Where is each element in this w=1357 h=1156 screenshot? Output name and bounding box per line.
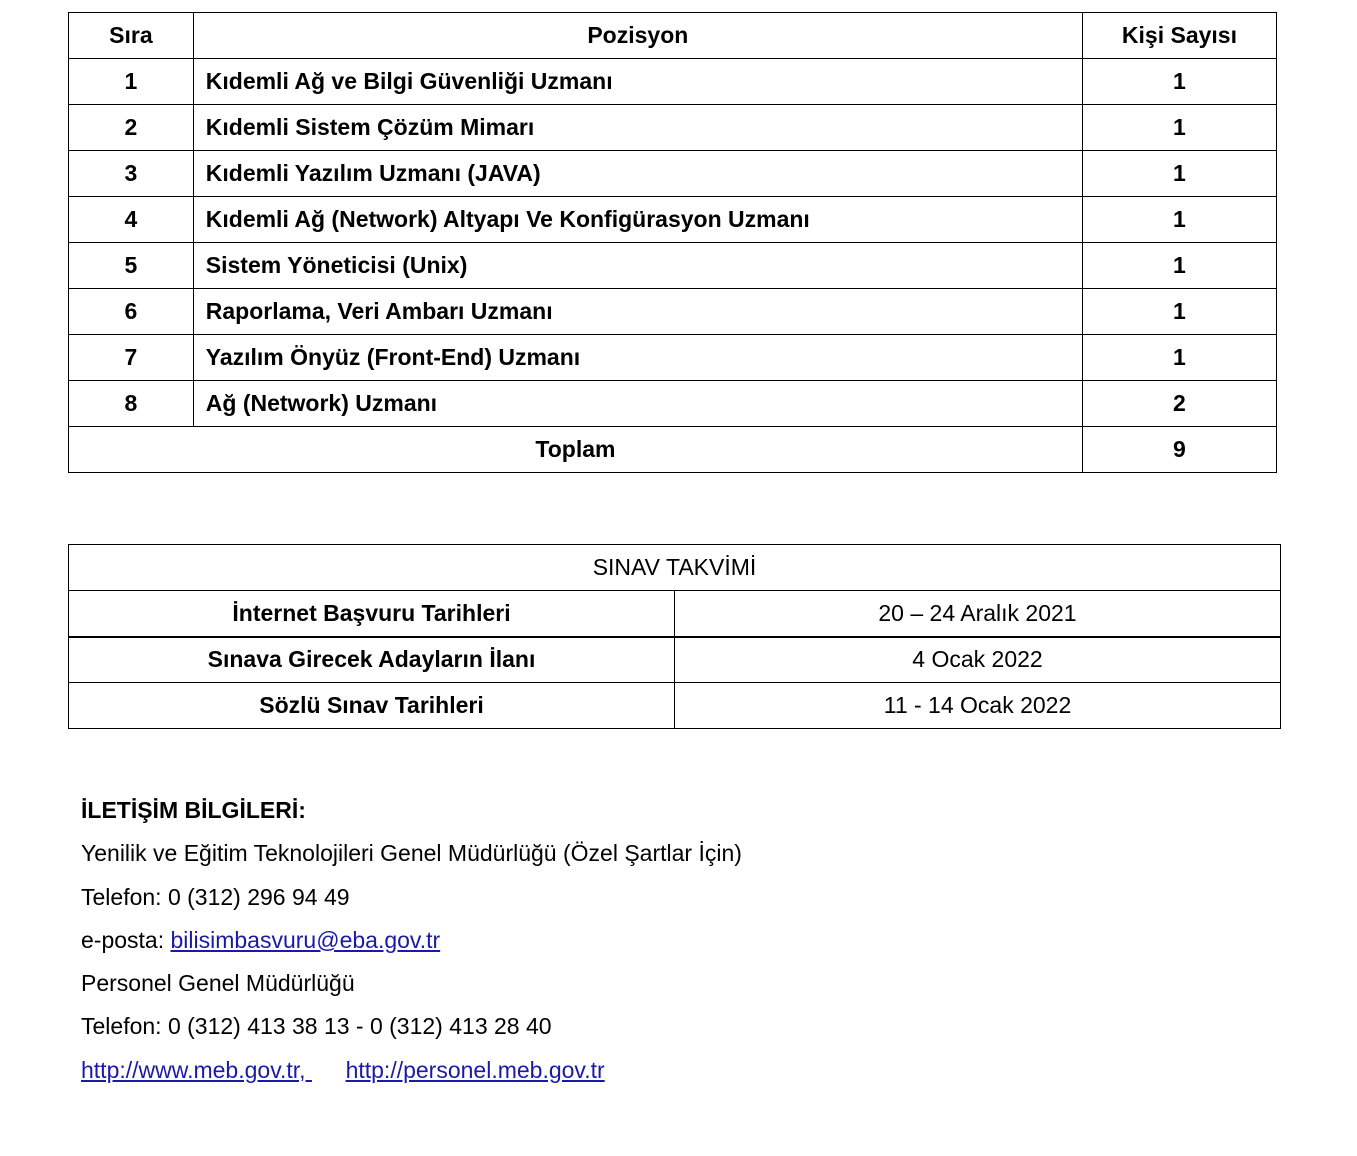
table-row <box>69 683 1281 729</box>
header-sira: Sıra <box>69 13 194 59</box>
row-number: 4 <box>69 197 194 243</box>
table-row <box>69 335 1277 381</box>
row-number: 6 <box>69 289 194 335</box>
table-row <box>69 59 1277 105</box>
exam-row-label: İnternet Başvuru Tarihleri <box>69 591 675 637</box>
table-row <box>69 381 1277 427</box>
positions-table <box>68 12 1277 473</box>
person-count: 1 <box>1082 151 1276 197</box>
person-count: 1 <box>1082 197 1276 243</box>
table-row <box>69 289 1277 335</box>
person-count: 1 <box>1082 335 1276 381</box>
person-count: 2 <box>1082 381 1276 427</box>
link-gap <box>306 1049 346 1092</box>
table-row <box>69 105 1277 151</box>
contact-org-2: Personel Genel Müdürlüğü <box>81 970 355 997</box>
contact-heading: İLETİŞİM BİLGİLERİ: <box>81 797 306 823</box>
position-name: Sistem Yöneticisi (Unix) <box>193 243 1082 289</box>
exam-calendar-table <box>68 544 1281 729</box>
exam-row-value: 20 – 24 Aralık 2021 <box>675 591 1281 637</box>
person-count: 1 <box>1082 289 1276 335</box>
person-count: 1 <box>1082 105 1276 151</box>
row-number: 3 <box>69 151 194 197</box>
table-row <box>69 637 1281 683</box>
email-link[interactable]: bilisimbasvuru@eba.gov.tr <box>170 926 441 953</box>
exam-row-value: 4 Ocak 2022 <box>675 637 1281 683</box>
table-row <box>69 243 1277 289</box>
contact-org-1: Yenilik ve Eğitim Teknolojileri Genel Müdürlüğü (Özel Şartlar İçin) <box>81 840 742 867</box>
position-name: Kıdemli Ağ (Network) Altyapı Ve Konfigürasyon Uzmanı <box>193 197 1082 243</box>
row-number: 7 <box>69 335 194 381</box>
personel-website-link[interactable]: http://personel.meb.gov.tr <box>345 1056 605 1083</box>
exam-row-label: Sınava Girecek Adayların İlanı <box>69 637 675 683</box>
row-number: 8 <box>69 381 194 427</box>
contact-phone-2: Telefon: 0 (312) 413 38 13 - 0 (312) 413 28 40 <box>81 1013 552 1040</box>
row-number: 5 <box>69 243 194 289</box>
position-name: Ağ (Network) Uzmanı <box>193 381 1082 427</box>
position-name: Kıdemli Sistem Çözüm Mimarı <box>193 105 1082 151</box>
table-row <box>69 591 1281 637</box>
person-count: 1 <box>1082 59 1276 105</box>
row-number: 2 <box>69 105 194 151</box>
exam-row-label: Sözlü Sınav Tarihleri <box>69 683 675 729</box>
total-row <box>69 427 1277 473</box>
contact-email-line <box>81 919 1181 962</box>
position-name: Yazılım Önyüz (Front-End) Uzmanı <box>193 335 1082 381</box>
exam-row-value: 11 - 14 Ocak 2022 <box>675 683 1281 729</box>
contact-phone-1: Telefon: 0 (312) 296 94 49 <box>81 883 350 910</box>
position-name: Kıdemli Yazılım Uzmanı (JAVA) <box>193 151 1082 197</box>
position-name: Kıdemli Ağ ve Bilgi Güvenliği Uzmanı <box>193 59 1082 105</box>
exam-calendar-title: SINAV TAKVİMİ <box>69 545 1281 591</box>
position-name: Raporlama, Veri Ambarı Uzmanı <box>193 289 1082 335</box>
total-label: Toplam <box>69 427 1083 473</box>
contact-info <box>81 789 1181 1092</box>
table-row <box>69 197 1277 243</box>
header-kisi-sayisi: Kişi Sayısı <box>1082 13 1276 59</box>
meb-website-link[interactable]: http://www.meb.gov.tr, <box>81 1056 306 1083</box>
contact-links-line <box>81 1049 1181 1092</box>
header-pozisyon: Pozisyon <box>193 13 1082 59</box>
positions-header-row <box>69 13 1277 59</box>
table-row <box>69 151 1277 197</box>
exam-calendar-title-row <box>69 545 1281 591</box>
row-number: 1 <box>69 59 194 105</box>
person-count: 1 <box>1082 243 1276 289</box>
total-value: 9 <box>1082 427 1276 473</box>
email-label: e-posta: <box>81 926 171 953</box>
